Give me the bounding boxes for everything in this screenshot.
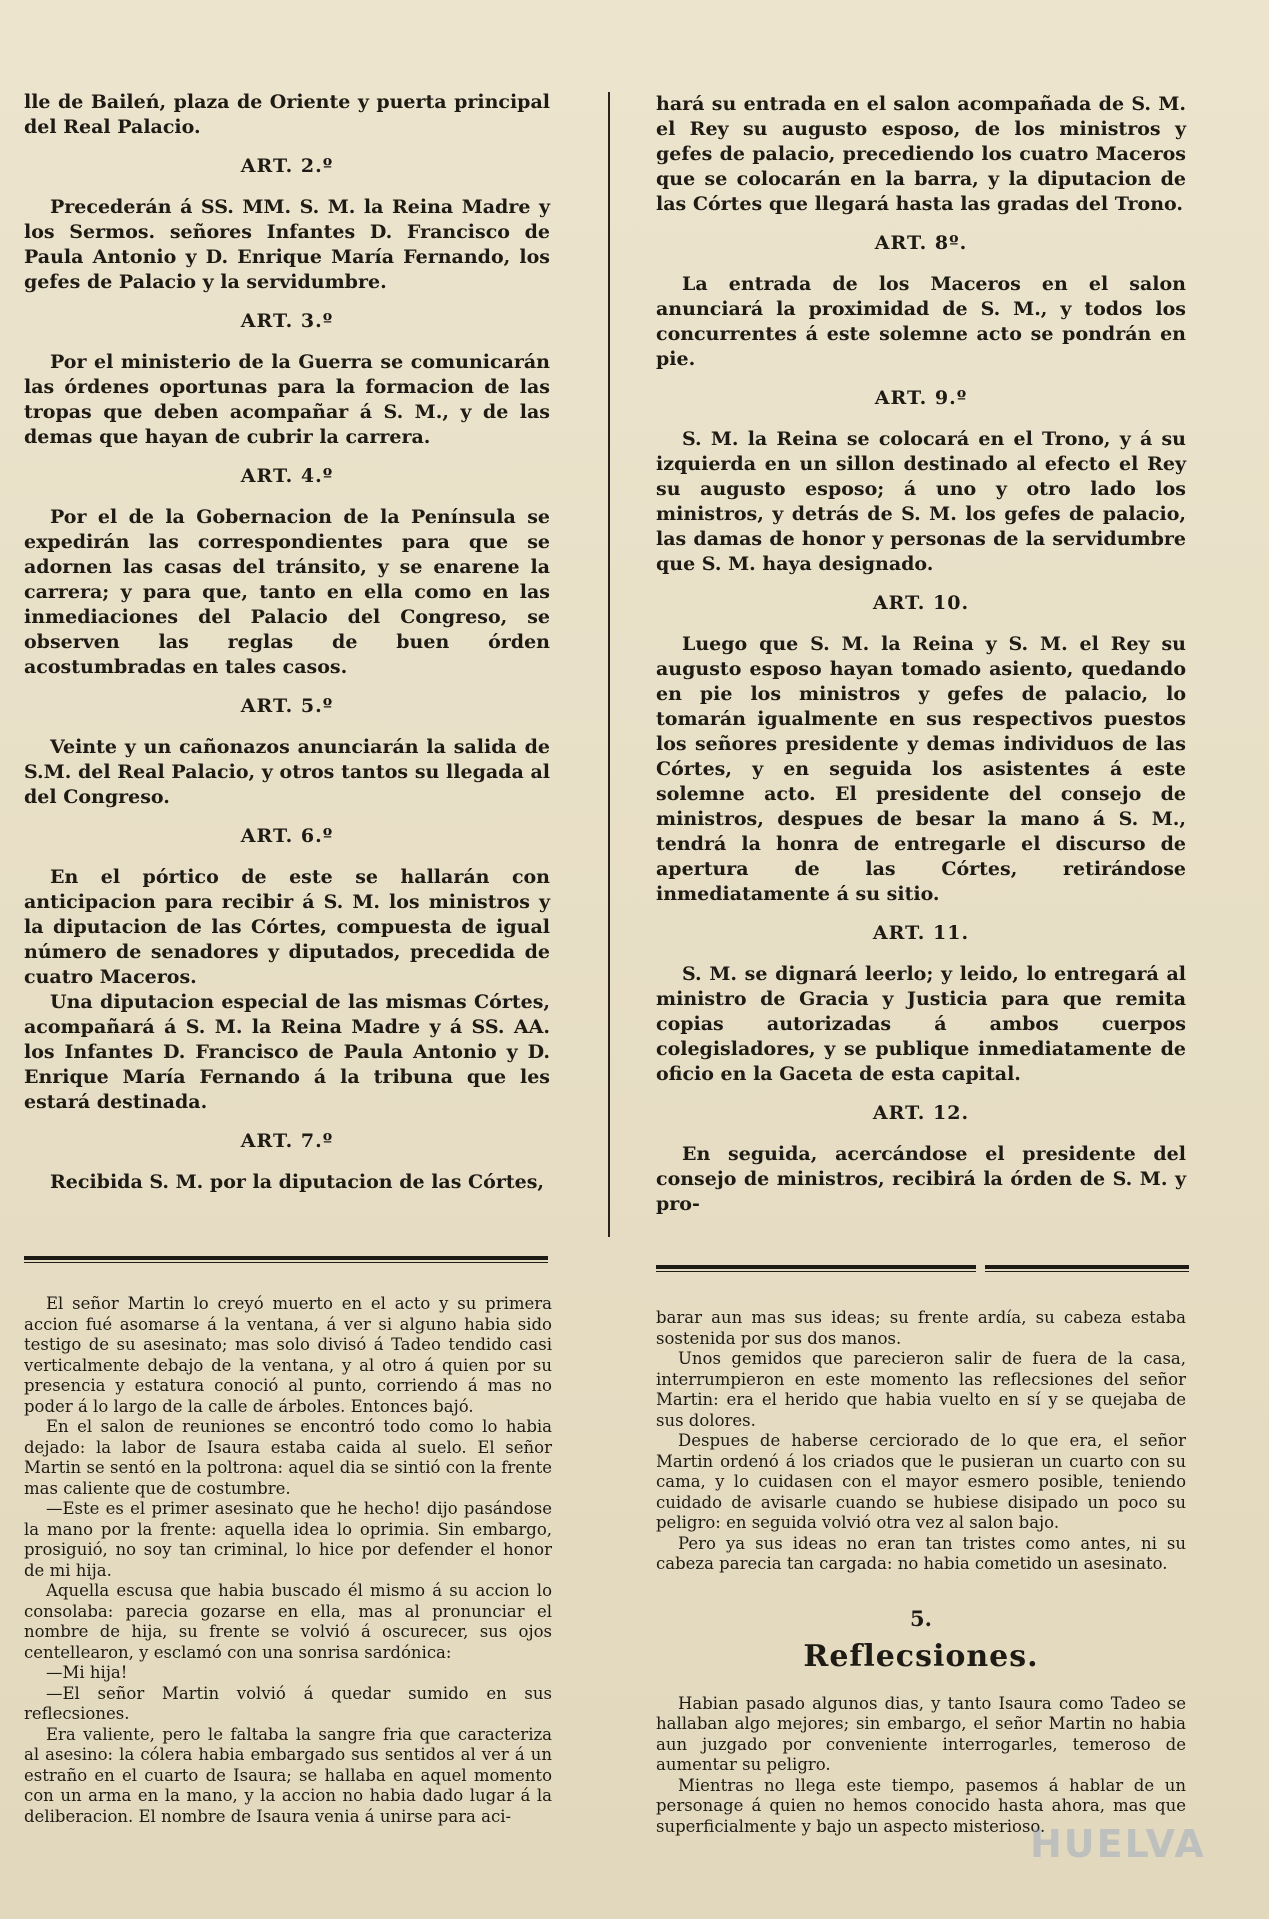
article-paragraph: S. M. la Reina se colocará en el Trono, y á su izquierda en un sillon destinado al efecto el Rey su augusto esposo; á uno y otro lado los ministros, y detrás de S. M. los gefes de palacio, las damas de honor y personas de la servidumbre que S. M. haya designado. xyxy=(656,428,1186,575)
upper-right-column xyxy=(656,92,1186,1217)
article-paragraph: En seguida, acercándose el presidente del consejo de ministros, recibirá la órden de S. M. y pro- xyxy=(656,1143,1186,1215)
section-rule-left xyxy=(24,1256,548,1263)
article-paragraph: Por el ministerio de la Guerra se comunicarán las órdenes oportunas para la formacion de las tropas que deben acompañar á S. M., y de las demas que hayan de cubrir la carrera. xyxy=(24,351,550,448)
article-heading: ART. 8º. xyxy=(874,232,968,254)
serial-paragraph: —Mi hija! xyxy=(46,1663,128,1682)
column-divider xyxy=(608,92,610,1237)
library-watermark-stamp: HUELVA xyxy=(1030,1822,1206,1866)
chapter-title: Reflecsiones. xyxy=(803,1639,1039,1674)
article-paragraph: En el pórtico de este se hallarán con anticipacion para recibir á S. M. los ministros y la diputacion de las Córtes, compuesta de igual número de senadores y diputados, precedida de cuatro Maceros. xyxy=(24,866,550,988)
upper-left-column xyxy=(24,90,550,1195)
article-paragraph: Veinte y un cañonazos anunciarán la salida de S.M. del Real Palacio, y otros tantos su llegada al del Congreso. xyxy=(24,736,550,808)
serial-paragraph: Unos gemidos que parecieron salir de fuera de la casa, interrumpieron en este momento las reflecsiones del señor Martin: era el herido que habia vuelto en sí y se quejaba de sus dolores. xyxy=(656,1349,1186,1430)
article-paragraph: Precederán á SS. MM. S. M. la Reina Madre y los Sermos. señores Infantes D. Francisco de Paula Antonio y D. Enrique María Fernando, los gefes de Palacio y la servidumbre. xyxy=(24,196,550,293)
article-heading: ART. 12. xyxy=(872,1102,970,1124)
serial-right-top xyxy=(656,1308,1186,1575)
article-heading: ART. 9.º xyxy=(874,387,968,409)
article-paragraph: lle de Baileń, plaza de Oriente y puerta principal del Real Palacio. xyxy=(24,91,550,138)
serial-paragraph: El señor Martin lo creyó muerto en el acto y su primera accion fué asomarse á la ventana, á ver si alguno habia sido testigo de su asesinato; mas solo divisó á Tadeo tendido casi verticalmente debajo de la ventana, y al otro á quien por su presencia y estatura conoció al punto, corriendo á mas no poder á lo largo de la calle de árboles. Entonces bajó. xyxy=(24,1294,552,1416)
article-heading: ART. 5.º xyxy=(240,695,334,717)
article-paragraph: Recibida S. M. por la diputacion de las Córtes, xyxy=(50,1171,545,1193)
serial-right-bottom xyxy=(656,1694,1186,1838)
article-paragraph: Luego que S. M. la Reina y S. M. el Rey su augusto esposo hayan tomado asiento, quedando en pie los ministros y gefes de palacio, lo tomarán igualmente en sus respectivos puestos los señores presidente y demas individuos de las Córtes, y en seguida los asistentes á este solemne acto. El presidente del consejo de ministros, despues de besar la mano á S. M., tendrá la honra de entregarle el discurso de apertura de las Córtes, retirándose inmediatamente á su sitio. xyxy=(656,633,1186,905)
article-heading: ART. 3.º xyxy=(240,310,334,332)
article-paragraph: hará su entrada en el salon acompañada de S. M. el Rey su augusto esposo, de los ministros y gefes de palacio, precediendo los cuatro Maceros que se colocarán en la barra, y la diputacion de las Córtes que llegará hasta las gradas del Trono. xyxy=(656,93,1186,215)
section-rule-right-end xyxy=(985,1265,1189,1272)
serial-paragraph: Pero ya sus ideas no eran tan tristes como antes, ni su cabeza parecia tan cargada: no habia cometido un asesinato. xyxy=(656,1533,1186,1573)
serial-paragraph: Aquella escusa que habia buscado él mismo á su accion lo consolaba: parecia gozarse en ella, mas al pronunciar el nombre de hija, su frente se volvió á oscurecer, sus ojos centellearon, y esclamó con una sonrisa sardónica: xyxy=(24,1581,552,1662)
serial-paragraph: En el salon de reuniones se encontró todo como lo habia dejado: la labor de Isaura estaba caida al suelo. El señor Martin se sentó en la poltrona: aquel dia se sintió con la frente mas caliente que de costumbre. xyxy=(24,1417,552,1498)
article-heading: ART. 2.º xyxy=(240,155,334,177)
article-heading: ART. 7.º xyxy=(240,1130,334,1152)
serial-paragraph: barar aun mas sus ideas; su frente ardía, su cabeza estaba sostenida por sus dos manos. xyxy=(656,1308,1186,1348)
article-heading: ART. 4.º xyxy=(240,465,334,487)
serial-right-column xyxy=(656,1308,1186,1837)
article-paragraph: Por el de la Gobernacion de la Península se expedirán las correspondientes para que se adornen las casas del tránsito, y se enarene la carrera; y para que, tanto en ella como en las inmediaciones del Palacio del Congreso, se observen las reglas de buen órden acostumbradas en tales casos. xyxy=(24,506,550,678)
article-paragraph: La entrada de los Maceros en el salon anunciará la proximidad de S. M., y todos los concurrentes á este solemne acto se pondrán en pie. xyxy=(656,273,1186,370)
serial-paragraph: Despues de haberse cerciorado de lo que era, el señor Martin ordenó á los criados que le pusieran un cuarto con su cama, y lo cuidasen con el mayor esmero posible, teniendo cuidado de avisarle cuando se hubiese disipado un poco su peligro: en seguida volvió otra vez al salon bajo. xyxy=(656,1431,1186,1532)
article-paragraph: S. M. se dignará leerlo; y leido, lo entregará al ministro de Gracia y Justicia para que remita copias autorizadas á ambos cuerpos colegisladores, y se publique inmediatamente de oficio en la Gaceta de esta capital. xyxy=(656,963,1186,1085)
article-heading: ART. 11. xyxy=(872,922,970,944)
article-heading: ART. 10. xyxy=(872,592,970,614)
serial-paragraph: Mientras no llega este tiempo, pasemos á hablar de un personage á quien no hemos conocido hasta ahora, mas que superficialmente y bajo un aspecto misterioso. xyxy=(656,1775,1186,1836)
article-paragraph: Una diputacion especial de las mismas Córtes, acompañará á S. M. la Reina Madre y á SS. AA. los Infantes D. Francisco de Paula Antonio y D. Enrique María Fernando á la tribuna que les estará destinada. xyxy=(24,991,550,1113)
article-heading: ART. 6.º xyxy=(240,825,334,847)
serial-paragraph: Era valiente, pero le faltaba la sangre fria que caracteriza al asesino: la cólera habia embargado sus sentidos al ver á un estraño en el cuarto de Isaura; se hallaba en aquel momento con un arma en la mano, y la accion no habia dado lugar á la deliberacion. El nombre de Isaura venia á unirse para aci- xyxy=(24,1724,552,1826)
serial-left-column xyxy=(24,1294,552,1827)
serial-paragraph: Habian pasado algunos dias, y tanto Isaura como Tadeo se hallaban algo mejores; sin embargo, el señor Martin no habia aun juzgado por conveniente interrogarles, temeroso de aumentar su peligro. xyxy=(656,1693,1186,1774)
section-rule-right xyxy=(656,1265,976,1272)
serial-paragraph: —El señor Martin volvió á quedar sumido en sus reflecsiones. xyxy=(24,1683,552,1723)
serial-paragraph: —Este es el primer asesinato que he hecho! dijo pasándose la mano por la frente: aquella idea lo oprimia. Sin embargo, prosiguió, no soy tan criminal, lo hice por defender el honor de mi hija. xyxy=(24,1499,552,1580)
chapter-number: 5. xyxy=(910,1605,932,1631)
